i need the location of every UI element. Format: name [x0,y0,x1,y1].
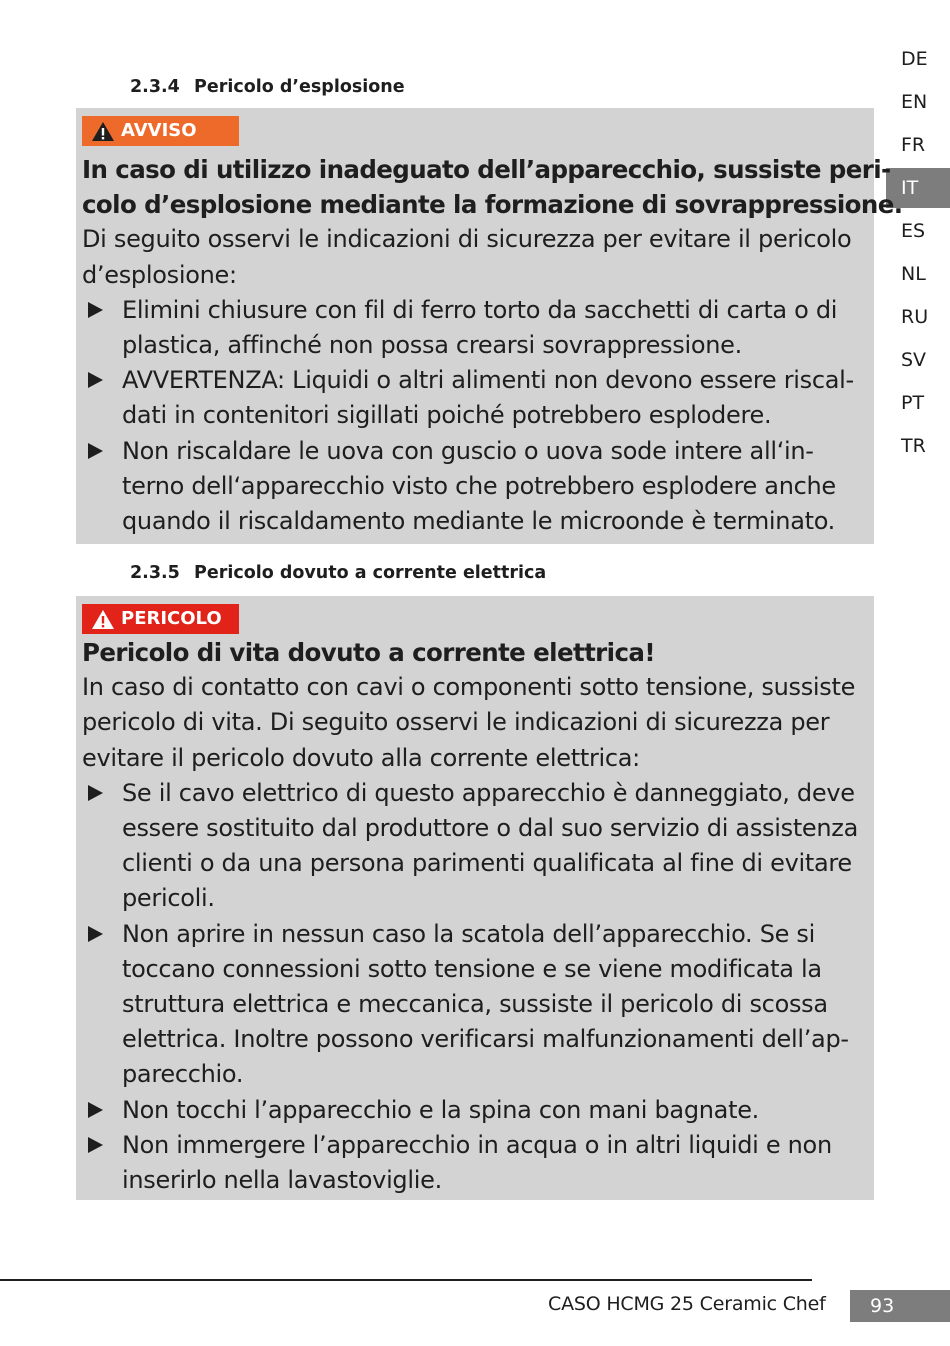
bullet-text-line: dati in contenitori sigillati poiché potrebbero esplodere. [122,401,772,430]
language-tab-de: DE [901,48,928,70]
warning-box-explosion [76,108,903,544]
danger-badge [82,604,239,634]
warning-triangle-icon [91,121,115,142]
language-tab-pt: PT [901,392,925,414]
language-tab-tr: TR [901,435,926,457]
bullet-text-line: pericoli. [122,884,215,913]
danger-box-electric [76,596,874,1200]
box-title-line: In caso di utilizzo inadeguato dell’apparecchio, sussiste peri- [82,155,891,184]
footer-rule [0,1279,812,1281]
section-number: 2.3.5 [130,563,180,583]
language-tab-es: ES [901,220,926,242]
bullet-text-line: Non tocchi l’apparecchio e la spina con mani bagnate. [122,1095,759,1124]
box-title-line: Pericolo di vita dovuto a corrente elettrica! [82,638,655,667]
intro-text-line: evitare il pericolo dovuto alla corrente elettrica: [82,743,640,772]
intro-text-line: In caso di contatto con cavi o componenti sotto tensione, sussiste [82,673,856,702]
bullet-text-line: Non riscaldare le uova con guscio o uova sode intere all‘in- [122,436,814,465]
section-title: Pericolo d’esplosione [194,77,405,97]
bullet-text-line: parecchio. [122,1060,244,1089]
warning-triangle-icon [91,609,115,630]
bullet-arrow-icon [88,443,103,459]
bullet-text-line: Se il cavo elettrico di questo apparecchio è danneggiato, deve [122,778,855,807]
bullet-text-line: Non aprire in nessun caso la scatola dell’apparecchio. Se si [122,919,816,948]
section-title: Pericolo dovuto a corrente elettrica [194,563,547,583]
bullet-text-line: plastica, affinché non possa crearsi sovrappressione. [122,331,742,359]
badge-label: AVVISO [121,120,197,141]
language-tab-fr: FR [901,134,926,156]
bullet-arrow-icon [88,1137,103,1153]
bullet-text-line: elettrica. Inoltre possono verificarsi malfunzionamenti dell’ap- [122,1025,849,1054]
section-heading-explosion [130,77,405,97]
bullet-arrow-icon [88,372,103,388]
footer-product-name: CASO HCMG 25 Ceramic Chef [548,1293,826,1315]
bullet-text-line: Non immergere l’apparecchio in acqua o in altri liquidi e non [122,1130,832,1159]
intro-text-line: d’esplosione: [82,260,237,289]
language-tab-nl: NL [901,263,926,285]
bullet-text-line: struttura elettrica e meccanica, sussiste il pericolo di scossa [122,990,828,1018]
bullet-arrow-icon [88,926,103,942]
language-tab-ru: RU [901,306,929,328]
intro-text-line: pericolo di vita. Di seguito osservi le indicazioni di sicurezza per [82,708,830,737]
bullet-text-line: essere sostituito dal produttore o dal suo servizio di assistenza [122,814,859,842]
bullet-arrow-icon [88,1102,103,1118]
bullet-arrow-icon [88,785,103,801]
intro-text-line: Di seguito osservi le indicazioni di sicurezza per evitare il pericolo [82,225,852,254]
bullet-text-line: inserirlo nella lavastoviglie. [122,1166,442,1194]
bullet-text-line: clienti o da una persona parimenti qualificata al fine di evitare [122,849,852,878]
notice-badge [82,116,239,146]
section-heading-electric [130,563,546,583]
bullet-text-line: quando il riscaldamento mediante le microonde è terminato. [122,507,836,535]
language-tab-en: EN [901,91,928,113]
bullet-text-line: AVVERTENZA: Liquidi o altri alimenti non devono essere riscal- [122,366,854,395]
bullet-arrow-icon [88,302,103,318]
bullet-text-line: Elimini chiusure con fil di ferro torto da sacchetti di carta o di [122,295,838,324]
badge-label: PERICOLO [121,608,222,629]
section-number: 2.3.4 [130,77,180,97]
language-tab-sv: SV [901,349,927,371]
page-number: 93 [850,1290,950,1322]
box-title-line: colo d’esplosione mediante la formazione di sovrappressione. [82,190,903,220]
bullet-text-line: terno dell‘apparecchio visto che potrebbero esplodere anche [122,471,836,500]
bullet-text-line: toccano connessioni sotto tensione e se viene modificata la [122,954,822,983]
language-tab-it: IT [886,168,950,208]
